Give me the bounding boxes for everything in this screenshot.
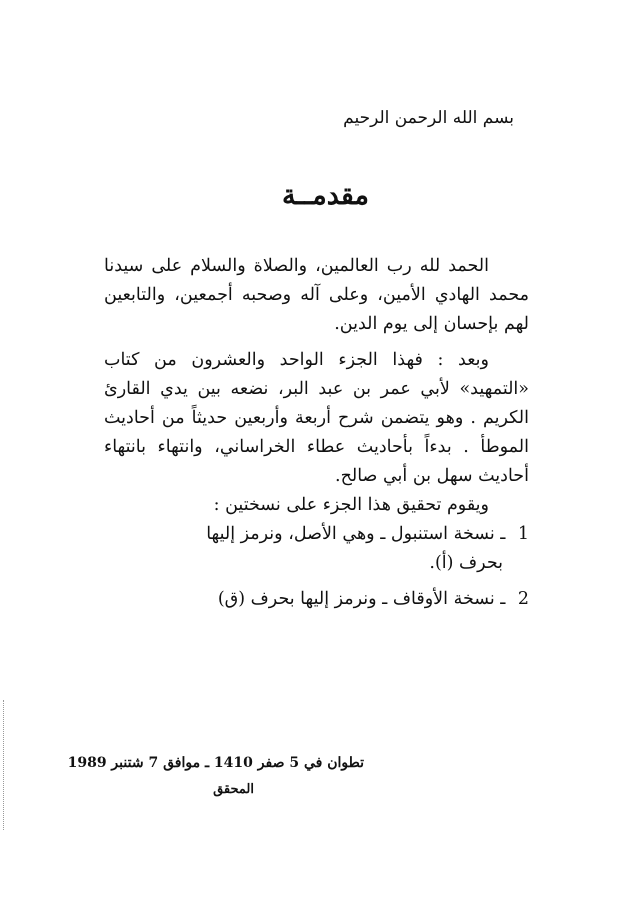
list-item: [104, 585, 529, 614]
list-item-text: ـ نسخة الأوقاف ـ ونرمز إليها بحرف (ق): [217, 589, 506, 609]
basmala: بسم الله الرحمن الرحيم: [343, 108, 514, 128]
list-item-text: ـ نسخة استنبول ـ وهي الأصل، ونرمز إليها: [206, 524, 506, 544]
page-title: مقدمــة: [281, 180, 370, 211]
footer-date: تطوان في 5 صفر 1410 ـ موافق 7 شتنبر 1989: [67, 755, 364, 771]
list-item-number: 1: [517, 524, 529, 544]
paragraph-manuscripts-intro: ويقوم تحقيق هذا الجزء على نسختين :: [213, 495, 489, 515]
editor-signature: المحقق: [213, 782, 254, 797]
list-item-number: 2: [517, 589, 529, 609]
introduction-body: [104, 252, 529, 614]
paragraph-description: وبعد : فهذا الجزء الواحد والعشرون من كتاب «التمهيد» لأبي عمر بن عبد البر، نضعه بين يدي القارئ الكريم . وهو يتضمن شرح أربعة وأربعين حديثاً من أحاديث الموطأ . بدءاً بأحاديث عطاء الخراساني، وانتهاء بانتهاء أحاديث سهل بن أبي صالح.: [104, 350, 529, 486]
margin-dots-decoration: [3, 700, 6, 830]
list-item: [104, 520, 529, 549]
paragraph-opening: الحمد لله رب العالمين، والصلاة والسلام على سيدنا محمد الهادي الأمين، وعلى آله وصحبه أجمعين، والتابعين لهم بإحسان إلى يوم الدين.: [104, 256, 529, 334]
list-item-continuation: بحرف (أ).: [429, 553, 503, 573]
manuscript-list: [104, 520, 529, 614]
